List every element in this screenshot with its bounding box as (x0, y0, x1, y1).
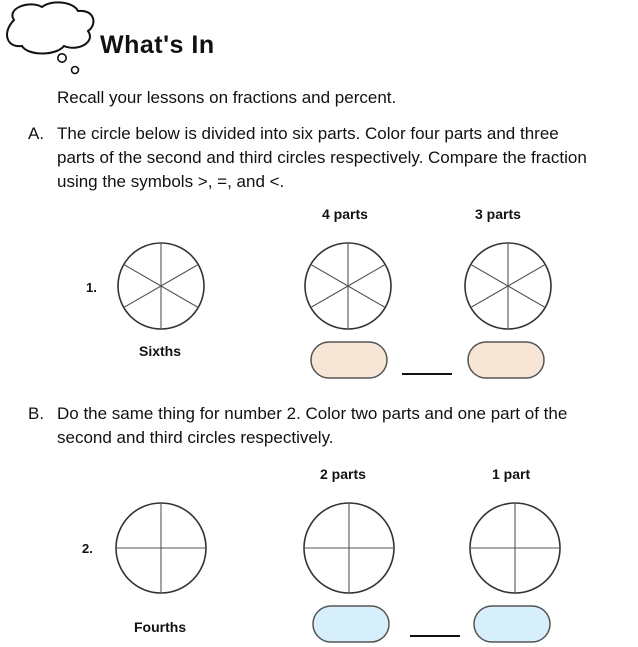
circle-3-parts-label: 1 part (492, 466, 531, 482)
circle-2-parts-label: 4 parts (322, 206, 368, 222)
answer-box-b-right[interactable] (474, 606, 550, 642)
section-b-line: second and third circles respectively. (57, 428, 334, 447)
section-a-marker: A. (28, 124, 45, 143)
answer-box-a-left[interactable] (311, 342, 387, 378)
circle-division-line (471, 286, 508, 308)
sixths-model-circle[interactable] (118, 243, 204, 329)
section-a-line: using the symbols >, =, and <. (57, 172, 285, 191)
circle-3-parts-label: 3 parts (475, 206, 521, 222)
page-title: What's In (100, 31, 215, 59)
circle-division-line (348, 265, 385, 287)
circle-2-parts-label: 2 parts (320, 466, 366, 482)
circle-division-line (311, 265, 348, 287)
fourths-circle-color-2[interactable] (304, 503, 394, 593)
item-number: 2. (82, 541, 93, 556)
fourths-circle-color-1[interactable] (470, 503, 560, 593)
circle-division-line (124, 265, 161, 287)
fourths-model-circle[interactable] (116, 503, 206, 593)
answer-box-a-right[interactable] (468, 342, 544, 378)
section-b-line: Do the same thing for number 2. Color two parts and one part of the (57, 404, 568, 423)
circle-division-line (508, 265, 545, 287)
circle-division-line (508, 286, 545, 308)
circle-division-line (471, 265, 508, 287)
circle-division-line (348, 286, 385, 308)
circle-division-line (311, 286, 348, 308)
comparison-blank-b[interactable] (410, 635, 460, 637)
section-a-line: parts of the second and third circles respectively. Compare the fraction (57, 148, 587, 167)
sixths-circle-color-3[interactable] (465, 243, 551, 329)
circle-division-line (124, 286, 161, 308)
answer-box-b-left[interactable] (313, 606, 389, 642)
circle-division-line (161, 286, 198, 308)
fraction-caption: Fourths (134, 619, 187, 635)
section-a-line: The circle below is divided into six parts. Color four parts and three (57, 124, 559, 143)
item-number: 1. (86, 280, 97, 295)
comparison-blank-a[interactable] (402, 373, 452, 375)
section-b-marker: B. (28, 404, 45, 423)
fraction-caption: Sixths (139, 343, 182, 359)
sixths-circle-color-4[interactable] (305, 243, 391, 329)
circle-division-line (161, 265, 198, 287)
intro-text: Recall your lessons on fractions and percent. (57, 88, 397, 107)
thought-cloud-icon (0, 0, 100, 80)
